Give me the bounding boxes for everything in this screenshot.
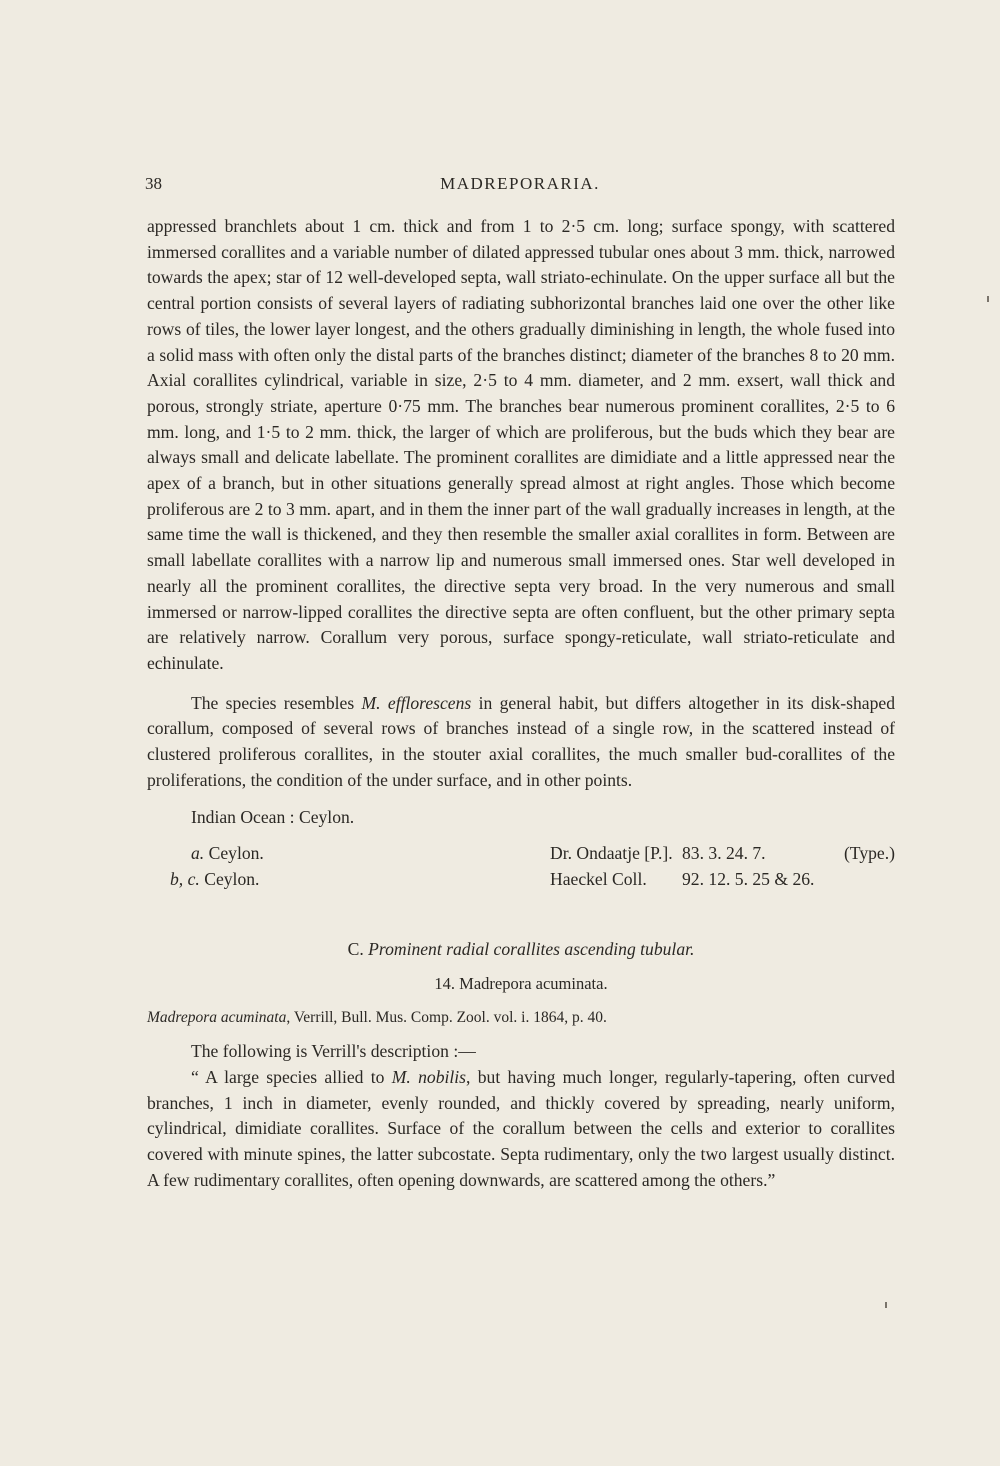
comparison-text-start: The species resembles [191,692,362,713]
verrill-quote [147,1065,895,1194]
page-speck [885,1302,887,1308]
quote-intro: The following is Verrill's description :— [191,1041,476,1062]
section-letter: C. [347,939,364,960]
species-name-efflorescens: M. efflorescens [361,692,472,713]
locality-line: Indian Ocean : Ceylon. [191,807,355,828]
description-paragraph: appressed branchlets about 1 cm. thick and from 1 to 2·5 cm. long; surface spongy, with scattered immersed corallites and a variable number of dilated appressed tubular ones about 3 mm. thick, narrowed towards the apex; star of 12 well-developed septa, wall striato-echinulate. On the upper surface all but the central portion consists of several layers of radiating subhorizontal branches laid one over the other like rows of tiles, the lower layer longest, and the others gradually diminishing in length, the whole fused into a solid mass with often only the distal parts of the branches distinct; diameter of the branches 8 to 20 mm. Axial corallites cylindrical, variable in size, 2·5 to 4 mm. diameter, and 2 mm. exsert, wall thick and porous, strongly striate, aperture 0·75 mm. The branches bear numerous prominent corallites, 2·5 to 6 mm. long, and 1·5 to 2 mm. thick, the larger of which are proliferous, but the buds which they bear are always small and delicate labellate. The prominent corallites are dimidiate and a little appressed near the apex of a branch, but in other situations generally spread almost at right angles. Those which become proliferous are 2 to 3 mm. apart, and in them the inner part of the wall gradually increases in length, at the same time the wall is thickened, and they then resemble the smaller axial corallites in form. Between are small labellate corallites with a narrow lip and numerous small immersed ones. Star well developed in nearly all the prominent corallites, the directive septa very broad. In the very numerous and small immersed or narrow-lipped corallites the directive septa are often confluent, but the other primary septa are relatively narrow. Corallum very porous, surface spongy-reticulate, wall striato-reticulate and echinulate. [147,216,895,673]
specimen-row [147,841,895,867]
page-body [147,214,895,1194]
page-speck [987,296,989,302]
quote-text-start: “ A large species allied to [191,1066,392,1087]
synonym-name: Madrepora acuminata [147,1008,287,1026]
quote-text-end: , but having much longer, regularly-tapering, often curved branches, 1 inch in diameter, evenly rounded, and thickly covered by spreading, nearly uniform, cylindrical, dimidiate corallites. Surface of the corallum between the cells and exterior to corallites covered with minute spines, the latter subcostate. Septa rudimentary, only the two largest usually distinct. A few rudimentary corallites, often opening downwards, are scattered among the others.” [147,1066,896,1190]
comparison-paragraph [147,691,895,794]
specimen-register: 83. 3. 24. 7. [682,843,766,864]
specimen-place: Ceylon. [204,869,260,890]
specimen-label [147,841,264,867]
species-heading: 14. Madrepora acuminata. [434,973,608,993]
specimen-letter: a. [191,843,205,864]
specimen-place: Ceylon. [208,843,264,864]
section-title: Prominent radial corallites ascending tubular. [368,939,695,960]
synonym-citation: , Verrill, Bull. Mus. Comp. Zool. vol. i. 1864, p. 40. [286,1008,607,1026]
specimen-list [147,841,895,893]
synonym-line [147,1005,895,1031]
page-header [145,174,895,200]
specimen-register: 92. 12. 5. 25 & 26. [682,869,815,890]
specimen-note: (Type.) [843,843,895,864]
species-name-nobilis: M. nobilis [391,1066,467,1087]
specimen-letter: b, c. [170,869,200,890]
comparison-text-end: in general habit, but differs altogether in its disk-shaped corallum, composed of several rows of branches instead of a single row, in the scattered instead of clustered proliferous corallites, in the stouter axial corallites, the much smaller bud-corallites of the proliferations, the condition of the under surface, and in other points. [147,692,896,790]
specimen-row [147,867,895,893]
running-title: MADREPORARIA. [440,174,600,193]
specimen-source: Dr. Ondaatje [P.]. [550,843,673,864]
section-heading [147,937,895,963]
specimen-source: Haeckel Coll. [550,869,647,890]
page-number: 38 [145,174,162,193]
specimen-label [147,867,259,893]
